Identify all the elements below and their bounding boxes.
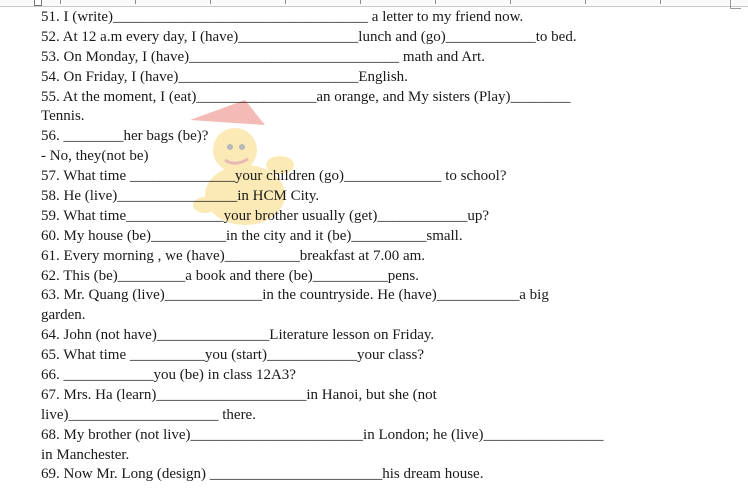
exercise-line: 57. What time ______________your children (go)_____________ to school? — [41, 168, 507, 185]
exercise-line: 58. He (live)________________in HCM City. — [41, 188, 320, 205]
exercise-line: in Manchester. — [41, 446, 130, 463]
ruler-tick — [660, 0, 661, 4]
exercise-line: 51. I (write)__________________________________ a letter to my friend now. — [41, 9, 524, 25]
exercise-line: 62. This (be)_________a book and there (be)__________pens. — [41, 267, 419, 284]
ruler-tick — [210, 0, 211, 4]
exercise-line: 66. ____________you (be) in class 12A3? — [41, 367, 296, 384]
exercise-line: 54. On Friday, I (have)________________________English. — [41, 68, 408, 85]
exercise-line: 69. Now Mr. Long (design) _______________________his dream house. — [41, 466, 484, 483]
exercise-line: live)____________________ there. — [41, 406, 256, 423]
exercise-line: Tennis. — [41, 108, 85, 125]
ruler-tick — [435, 0, 436, 4]
ruler-tick — [60, 0, 61, 4]
exercise-line: 63. Mr. Quang (live)_____________in the countryside. He (have)___________a big — [41, 287, 549, 304]
indent-marker[interactable] — [34, 0, 42, 6]
ruler — [0, 0, 748, 7]
exercise-line: 68. My brother (not live)_______________________in London; he (live)________________ — [41, 426, 604, 443]
exercise-list — [41, 8, 741, 485]
ruler-tick — [285, 0, 286, 4]
ruler-tick — [360, 0, 361, 4]
exercise-line: 60. My house (be)__________in the city and it (be)__________small. — [41, 227, 463, 244]
exercise-line: 53. On Monday, I (have)____________________________ math and Art. — [41, 48, 485, 65]
exercise-line: 56. ________her bags (be)? — [41, 128, 209, 145]
exercise-line: 67. Mrs. Ha (learn)____________________in Hanoi, but she (not — [41, 386, 437, 403]
exercise-line: 65. What time __________you (start)____________your class? — [41, 347, 424, 364]
exercise-line: - No, they(not be) — [41, 148, 149, 165]
exercise-line: 61. Every morning , we (have)__________breakfast at 7.00 am. — [41, 247, 426, 264]
exercise-line: 52. At 12 a.m every day, I (have)________________lunch and (go)____________to bed. — [41, 28, 577, 45]
exercise-line: garden. — [41, 307, 86, 324]
exercise-line: 59. What time_____________your brother usually (get)____________up? — [41, 207, 489, 224]
exercise-line: 64. John (not have)_______________Literature lesson on Friday. — [41, 327, 435, 344]
ruler-tick — [585, 0, 586, 4]
ruler-tick — [510, 0, 511, 4]
exercise-line: 55. At the moment, I (eat)________________an orange, and My sisters (Play)________ — [41, 88, 571, 105]
ruler-tick — [135, 0, 136, 4]
